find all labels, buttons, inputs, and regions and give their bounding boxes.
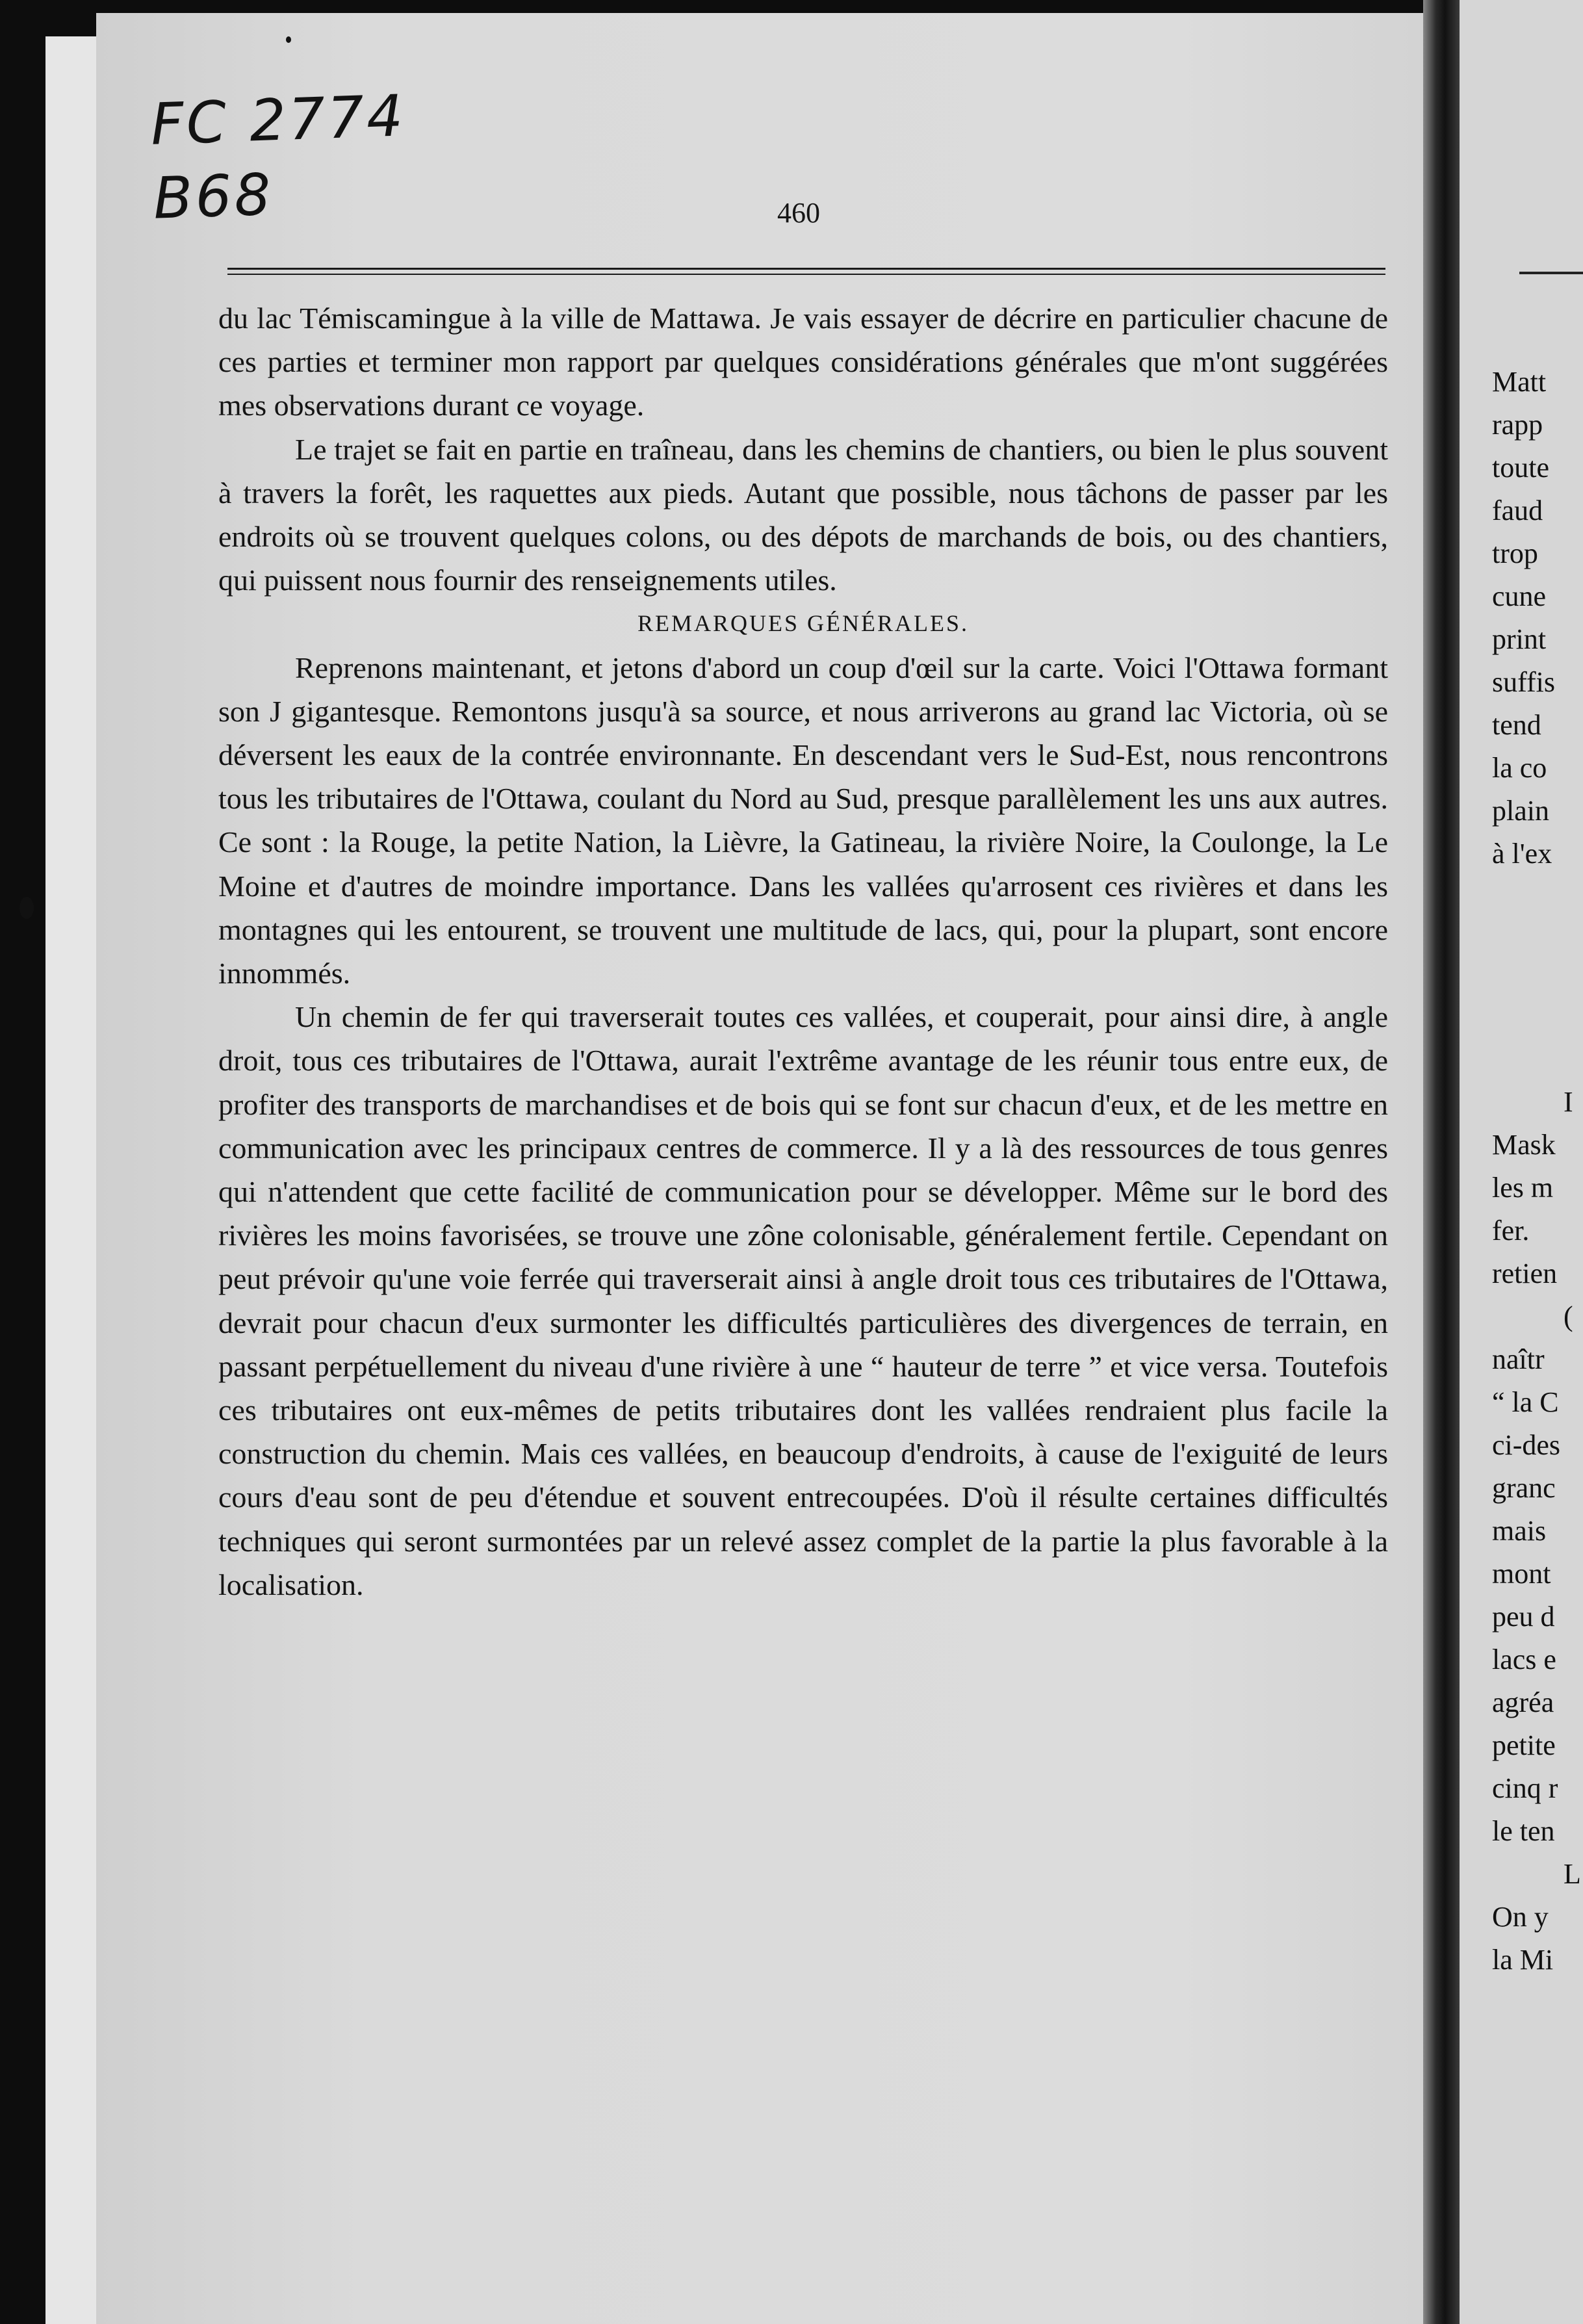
- facing-page-fragment: Mask: [1492, 1129, 1556, 1161]
- facing-page-fragment: L: [1564, 1858, 1581, 1890]
- paragraph-2: Le trajet se fait en partie en traîneau, dans les chemins de chantiers, ou bien le plus souvent à travers la forêt, les raquettes aux pieds. Autant que possible, nous tâchons de passer par les endroits où se trouvent quelques colons, ou des dépots de marchands de bois, ou des chantiers, qui puissent nous fournir des renseignements utiles.: [218, 432, 1388, 597]
- facing-page-fragment: I: [1564, 1086, 1573, 1118]
- header-rule: [227, 268, 1385, 275]
- paragraph-3: Reprenons maintenant, et jetons d'abord un coup d'œil sur la carte. Voici l'Ottawa formant son J gigantesque. Remontons jusqu'à sa source, et nous arriverons au grand lac Victoria, où se déversent les eaux de la contrée environnante. En descendant vers le Sud-Est, nous rencontrons tous les tributaires de l'Ottawa, coulant du Nord au Sud, presque parallèlement les uns aux autres. Ce sont : la Rouge, la petite Nation, la Lièvre, la Gatineau, la rivière Noire, la Coulonge, la Le Moine et d'autres de moindre importance. Dans les vallées qu'arrosent ces rivières et dans les montagnes qui les entourent, se trouvent une multitude de lacs, qui, pour la plupart, sont encore innommés.: [218, 651, 1388, 990]
- facing-page-fragment: petite: [1492, 1729, 1556, 1761]
- facing-page-fragment: mais: [1492, 1515, 1547, 1547]
- facing-page-fragment: (: [1564, 1300, 1573, 1332]
- facing-page-fragment: print: [1492, 623, 1547, 655]
- facing-page-fragment: plain: [1492, 795, 1549, 827]
- facing-page-fragment: les m: [1492, 1172, 1554, 1204]
- scan-speck: [286, 36, 291, 43]
- call-number-line-1: FC 2774: [149, 82, 407, 158]
- facing-page-fragment: peu d: [1492, 1601, 1555, 1633]
- facing-page-fragment: la Mi: [1492, 1944, 1554, 1976]
- facing-page-fragment: faud: [1492, 495, 1543, 526]
- facing-page-fragment: retien: [1492, 1258, 1558, 1289]
- facing-page-rule: [1519, 272, 1583, 274]
- page-number: 460: [777, 197, 820, 229]
- paragraph-4: Un chemin de fer qui traverserait toutes ces vallées, et couperait, pour ainsi dire, à angle droit, tous ces tributaires de l'Ottawa, aurait l'extrême avantage de les réunir tous entre eux, de profiter des transports de marchandises et de bois qui se font sur chacun d'eux, et de les mettre en communication avec les principaux centres de commerce. Il y a là des ressources de tous genres qui n'attendent que cette facilité de communication pour se développer. Même sur le bord des rivières les moins favorisées, se trouve une zône colonisable, généralement fertile. Cependant on peut prévoir qu'une voie ferrée qui traverserait ainsi à angle droit tous ces tributaires de l'Ottawa, devrait pour chacun d'eux surmonter les difficultés particulières des divergences de terrain, en passant perpétuellement du niveau d'une rivière à une “ hauteur de terre ” et vice versa. Toutefois ces tributaires ont eux-mêmes de petits tributaires dont les vallées rendraient plus facile la construction du chemin. Mais ces vallées, en beaucoup d'endroits, à cause de l'exiguité de leurs cours d'eau sont de peu d'étendue et souvent entrecoupées. D'où il résulte certaines difficultés techniques qui seront surmontées par un relevé assez complet de la partie la plus favorable à la localisation.: [218, 1000, 1388, 1601]
- facing-page-fragment: fer.: [1492, 1215, 1530, 1246]
- body-text: [218, 296, 1388, 1607]
- scan-speck: [19, 897, 34, 919]
- facing-page-fragment: la co: [1492, 752, 1547, 784]
- facing-page-fragment: On y: [1492, 1901, 1549, 1933]
- book-gutter: [1423, 0, 1460, 2324]
- paragraph-1: du lac Témiscamingue à la ville de Mattawa. Je vais essayer de décrire en particulier chacune de ces parties et terminer mon rapport par quelques considérations générales que m'ont suggérées mes observations durant ce voyage.: [218, 302, 1388, 422]
- facing-page-fragment: mont: [1492, 1558, 1551, 1590]
- facing-page-fragment: le ten: [1492, 1815, 1555, 1847]
- page-edge: [45, 36, 97, 2324]
- facing-page-fragment: lacs e: [1492, 1644, 1556, 1675]
- section-heading: REMARQUES GÉNÉRALES.: [637, 610, 970, 637]
- facing-page-fragment: cune: [1492, 580, 1547, 612]
- facing-page-fragment: toute: [1492, 452, 1549, 484]
- facing-page-fragment: suffis: [1492, 666, 1555, 698]
- facing-page-fragment: granc: [1492, 1472, 1556, 1504]
- handwritten-call-number: [149, 79, 409, 236]
- facing-page-fragment: cinq r: [1492, 1772, 1558, 1804]
- facing-page-fragment: tend: [1492, 709, 1541, 741]
- facing-page-fragment: à l'ex: [1492, 838, 1552, 870]
- facing-page-fragment: naîtr: [1492, 1343, 1545, 1375]
- facing-page-fragment: “ la C: [1492, 1386, 1559, 1418]
- facing-page-fragment: trop: [1492, 537, 1538, 569]
- facing-page: [1460, 0, 1583, 2324]
- facing-page-fragment: Matt: [1492, 366, 1547, 398]
- facing-page-fragment: rapp: [1492, 409, 1543, 441]
- facing-page-fragment: agréa: [1492, 1686, 1554, 1718]
- facing-page-fragment: ci-des: [1492, 1429, 1561, 1461]
- call-number-line-2: B68: [152, 161, 275, 232]
